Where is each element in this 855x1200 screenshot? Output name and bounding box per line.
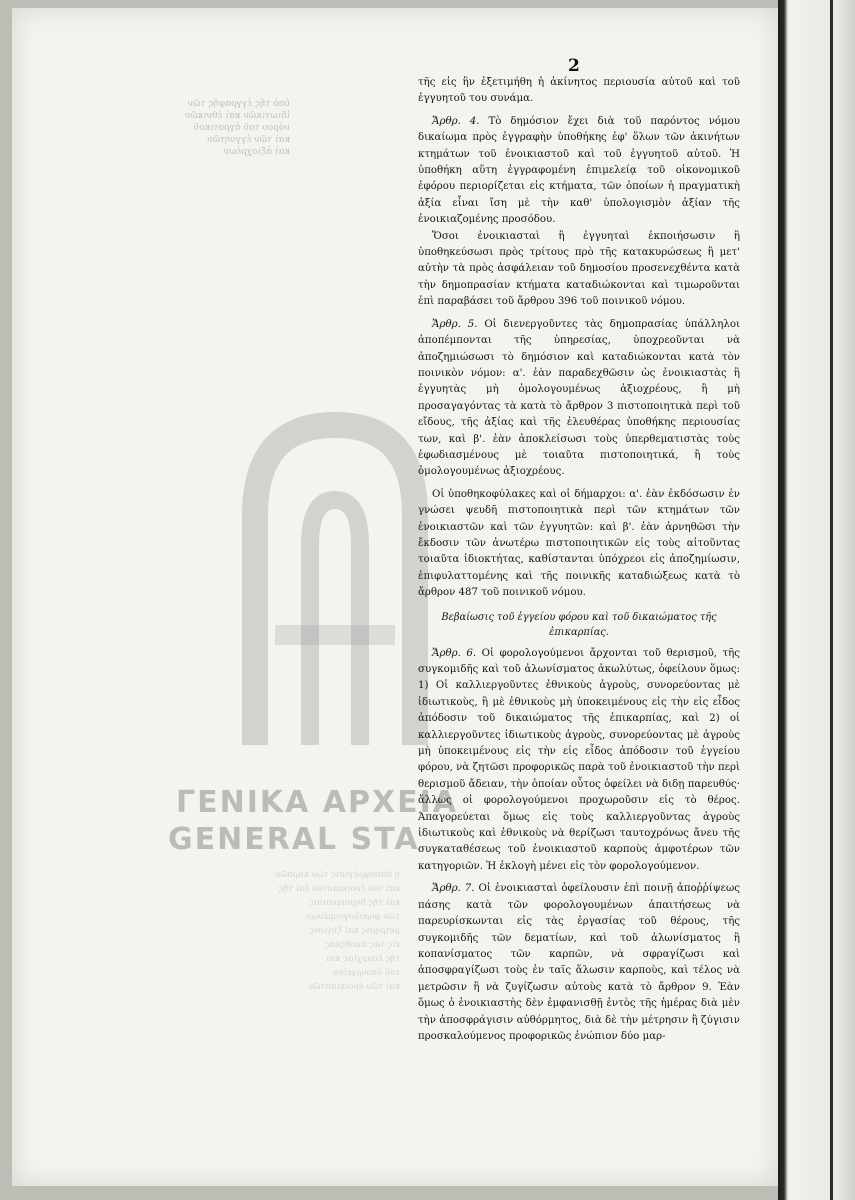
text-column	[418, 75, 740, 1045]
page-number: 2	[568, 56, 580, 76]
watermark-line-2: GENERAL STA	[168, 822, 420, 857]
adjacent-page-edge	[778, 0, 855, 1200]
article-7-text: Οἱ ἐνοικιασταὶ ὀφείλουσιν ἐπὶ ποινῇ ἀποῤῥίψεως πάσης κατὰ τῶν φορολογουμένων ἀπαιτήσεως νὰ παρευρίσκωνται εἰς τὰς ἐργασίας τοῦ θέρους, τῆς συγκομιδῆς τῶν δεματίων, καὶ τοῦ ἀλωνίσματος ἢ κοπανίσματος τῶν καρπῶν, νὰ σφραγίζωσι καὶ ἀποσφραγίζωσι τοὺς ἐν ταῖς ἅλωσιν καρποὺς, καὶ τέλος νὰ μετρῶσιν ἢ νὰ ζυγίζωσιν αὐτοὺς κατὰ τὸ ἄρθρον 9. Ἐὰν ὅμως ὁ ἐνοικιαστὴς δὲν ἐμφανισθῇ ἐντὸς τῆς ἡμέρας διὰ μὲν τὴν ἀποσφράγισιν αὐθόρμητος, διὰ δὲ τὴν μέτρησιν ἢ ζύγισιν προσκαλούμενος προφορικῶς ἐνώπιον δύο μαρ-	[418, 883, 740, 1042]
article-5-label: Ἄρθρ. 5.	[432, 318, 478, 330]
article-5-paragraph-2: Οἱ ὑποθηκοφύλακες καὶ οἱ δήμαρχοι: α'. ἐὰν ἐκδόσωσιν ἐν γνώσει ψευδῆ πιστοποιητικὰ περὶ τῶν κτημάτων τῶν ἐνοικιαστῶν καὶ τῶν ἐγγυητῶν: καὶ β'. ἐὰν ἀρνηθῶσι τὴν ἔκδοσιν τῶν ἀνωτέρω πιστοποιητικῶν εἰς τοὺς αἰτοῦντας τοιαῦτα ἰδιοκτήτας, καθίστανται ὑπόχρεοι εἰς ἀποζημίωσιν, ἐπιφυλαττομένης καὶ τῆς ποινικῆς καταδιώξεως κατὰ τὸ ἄρθρον 487 τοῦ ποινικοῦ νόμου.	[418, 488, 740, 599]
article-4-label: Ἄρθρ. 4.	[432, 115, 480, 127]
article-5-text: Οἱ διενεργοῦντες τὰς δημοπρασίας ὑπάλληλοι ἀποπέμπονται τῆς ὑπηρεσίας, ὑποχρεοῦνται νὰ ἀποζημιώσωσι τὸ δημόσιον καὶ καταδιώκονται κατὰ τὸν ποινικὸν νόμον: α'. ἐὰν παραδεχθῶσιν ὡς ἐνοικιαστὰς ἢ ἐγγυητὰς μὴ ὁμολογουμένως ἀξιοχρέους, ἢ μὴ προσαγαγόντας τὰ κατὰ τὸ ἄρθρον 3 πιστοποιητικὰ περὶ τοῦ εἴδους, τῆς ἀξίας καὶ τῆς ἐλευθέρας ὑποθήκης περιουσίας των, καὶ β'. ἐὰν ἀποκλείσωσι τοὺς ὑπερθεματιστὰς τοὺς ἐφωδιασμένους μὲ τοιαῦτα πιστοποιητικά, ἢ τοὺς ὁμολογουμένως ἀξιοχρέους.	[418, 318, 740, 478]
bleed-through-text-lower: ἡ ἀποσφράγισις τῶν καρπῶν καὶ τοῦ ἐνοικιαστοῦ ἐπὶ τῆς καὶ τῆς δημοπρασίας τῶν φορολογουμένων μέτρησις καὶ ζύγισις εἰς τὰς ἀποθήκας τῆς ἐπαρχίας καὶ τοῦ ὑπουργείου καὶ τῶν ἐνοικιαστῶν	[275, 870, 400, 992]
article-6-text: Οἱ φορολογούμενοι ἄρχονται τοῦ θερισμοῦ, τῆς συγκομιδῆς καὶ τοῦ ἀλωνίσματος ἀκωλύτως, ὀφείλουν ὅμως: 1) Οἱ καλλιεργοῦντες ἐθνικοὺς ἀγροὺς, συνορεύοντας μὲ ἰδιωτικοὺς, ἢ μὲ ἐθνικοὺς μὴ ὑποκειμένους εἰς τὴν εἰς εἶδος ἀπόδοσιν τοῦ δικαιώματος τῆς ἐπικαρπίας, καὶ 2) οἱ καλλιεργοῦντες ἰδιωτικοὺς ἀγροὺς, συνορεύοντας μὲ ἀγροὺς μὴ ὑποκειμένους εἰς τὴν εἰς εἶδος ἀπόδοσιν τοῦ ἐγγείου φόρου, νὰ ζητῶσι προφορικῶς παρὰ τοῦ ἐνοικιαστοῦ τὴν περὶ θερισμοῦ ἄδειαν, τὴν ὁποίαν οὗτος ὀφείλει νὰ διδῃ παρευθύς· ἄλλως οἱ φορολογούμενοι προχωροῦσιν εἰς τὸ θέρος. Ἀπαγορεύεται ὅμως εἰς τοὺς καλλιεργοῦντας ἀγροὺς ἰδιωτικοὺς καὶ ἐθνικοὺς νὰ θερίζωσι ταυτοχρόνως ἄνευ τῆς συγκαταθέσεως τοῦ ἐνοικιαστοῦ καρποὺς ἀμφοτέρων τῶν κατηγοριῶν. Ἡ ἐκλογὴ μένει εἰς τὸν φορολογούμενον.	[418, 647, 740, 872]
section-heading: Βεβαίωσις τοῦ ἐγγείου φόρου καὶ τοῦ δικαιώματος τῆς ἐπικαρπίας.	[441, 611, 717, 638]
watermark-line-1: ΓΕΝΙΚΑ ΑΡΧΕΙΑ	[176, 785, 458, 820]
article-4	[418, 114, 740, 229]
article-4-text: Τὸ δημόσιον ἔχει διὰ τοῦ παρόντος νόμου δικαίωμα πρὸς ἐγγραφὴν ὑποθήκης ἐφ' ὅλων τῶν ἀκινήτων κτημάτων τοῦ ἐνοικιαστοῦ καὶ τοῦ ἐγγυητοῦ αὐτοῦ. Ἡ ὑποθήκη αὕτη ἐγγραφομένη ἐπιμελείᾳ τοῦ οἰκονομικοῦ ἐφόρου περιορίζεται εἰς κτήματα, τῶν ὁποίων ἡ πραγματικὴ ἀξία εἶναι ἴση μὲ τὴν καθ' ὑπολογισμὸν ἀξίαν τῆς ἐνοικιαζομένης προσόδου.	[418, 115, 740, 226]
article-5	[418, 317, 740, 481]
article-4-paragraph-2: Ὅσοι ἐνοικιασταὶ ἢ ἐγγυηταὶ ἐκποιήσωσιν ἢ ὑποθηκεύσωσι πρὸς τρίτους πρὸ τῆς κατακυρώσεως ἢ μετ' αὐτὴν τὰ πρὸς ἀσφάλειαν τοῦ δημοσίου προσενεχθέντα κατὰ τὴν δημοπρασίαν κτήματα καταδιώκονται καὶ τιμωροῦνται ἐπὶ παραβάσει τοῦ ἄρθρου 396 τοῦ ποινικοῦ νόμου.	[418, 230, 740, 308]
article-6	[418, 646, 740, 876]
article-7	[418, 881, 740, 1045]
bleed-through-text: ὑπὸ τῆς ἐγγραφῆς τῶν ἰδιωτικῶν καὶ ἐθνικῶν νόμου τοῦ ἀγροτικοῦ καὶ τῶν ἐγγυητῶν καὶ ἀξιοχρέων	[184, 99, 290, 157]
paragraph-continuation: τῆς εἰς ἣν ἐξετιμήθη ἡ ἀκίνητος περιουσία αὐτοῦ καὶ τοῦ ἐγγυητοῦ του συνάμα.	[418, 77, 740, 105]
article-7-label: Ἄρθρ. 7.	[432, 883, 475, 895]
article-6-label: Ἄρθρ. 6.	[432, 647, 477, 659]
binding-rule	[830, 0, 833, 1200]
